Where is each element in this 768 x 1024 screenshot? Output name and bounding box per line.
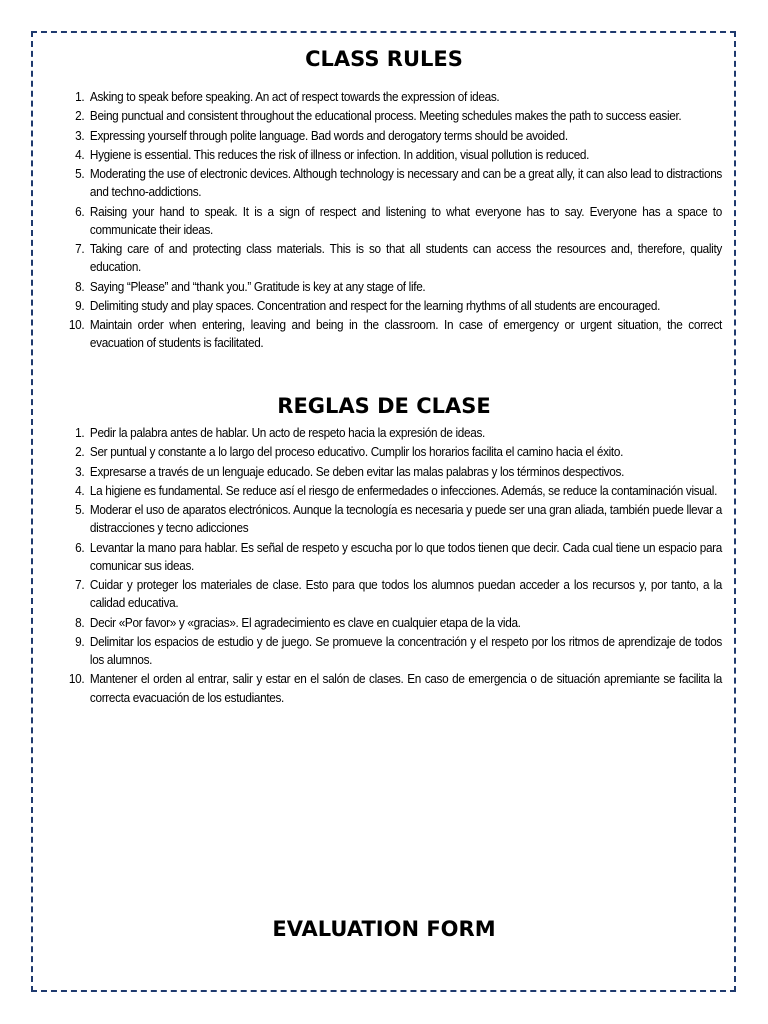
rule-text: Saying “Please” and “thank you.” Gratitude is key at any stage of life. <box>89 279 426 294</box>
rule-text: Hygiene is essential. This reduces the risk of illness or infection. In addition, visual pollution is reduced. <box>89 147 590 162</box>
rule-number: 7. <box>75 242 85 257</box>
rule-number: 9. <box>75 298 85 313</box>
reglas-de-clase-title: REGLAS DE CLASE <box>277 394 491 418</box>
rule-number: 6. <box>75 540 85 555</box>
rule-item <box>60 278 722 296</box>
rule-item <box>60 670 722 706</box>
rule-text: La higiene es fundamental. Se reduce así el riesgo de enfermedades o infecciones. Además, se reduce la contaminación visual. <box>89 483 718 498</box>
rule-item <box>60 501 722 537</box>
rule-text: Moderar el uso de aparatos electrónicos. Aunque la tecnología es necesaria y puede ser una gran aliada, también puede llevar a distracciones y tecno adicciones <box>89 503 722 536</box>
rule-text: Pedir la palabra antes de hablar. Un acto de respeto hacia la expresión de ideas. <box>89 426 485 440</box>
rule-number: 3. <box>75 464 85 479</box>
rule-item <box>60 539 722 575</box>
rule-number: 10. <box>68 672 85 687</box>
rule-text: Expresarse a través de un lenguaje educado. Se deben evitar las malas palabras y los términos despectivos. <box>89 464 625 479</box>
rule-item <box>60 203 722 239</box>
class-rules-list <box>60 88 722 354</box>
rule-text: Moderating the use of electronic devices. Although technology is necessary and can be a great ally, it can also lead to distractions and techno-addictions. <box>89 167 722 200</box>
rule-item <box>60 88 722 106</box>
rule-item <box>60 576 722 612</box>
rule-number: 3. <box>75 128 85 143</box>
rule-number: 2. <box>75 109 85 124</box>
rule-text: Ser puntual y constante a lo largo del proceso educativo. Cumplir los horarios facilita el camino hacia el éxito. <box>89 445 624 460</box>
rule-text: Expressing yourself through polite language. Bad words and derogatory terms should be avoided. <box>89 128 568 143</box>
rule-number: 4. <box>75 147 85 162</box>
rule-number: 5. <box>75 503 85 518</box>
rule-text: Maintain order when entering, leaving and being in the classroom. In case of emergency or urgent situation, the correct evacuation of students is facilitated. <box>89 318 722 351</box>
rule-number: 1. <box>75 426 85 440</box>
rule-number: 4. <box>75 483 85 498</box>
rule-number: 10. <box>68 318 85 333</box>
rule-number: 8. <box>75 279 85 294</box>
rule-item <box>60 424 722 442</box>
rule-number: 8. <box>75 615 85 630</box>
rule-number: 7. <box>75 578 85 593</box>
rule-text: Raising your hand to speak. It is a sign of respect and listening to what everyone has to say. Everyone has a space to communicate their ideas. <box>89 204 722 237</box>
rule-text: Taking care of and protecting class materials. This is so that all students can access the resources and, therefore, quality education. <box>89 242 722 275</box>
rule-item <box>60 482 722 500</box>
rule-text: Delimitar los espacios de estudio y de juego. Se promueve la concentración y el respeto por los ritmos de aprendizaje de todos los alumnos. <box>89 634 722 668</box>
rule-number: 9. <box>75 634 85 649</box>
rule-item <box>60 146 722 164</box>
rule-number: 1. <box>75 90 85 104</box>
class-rules-title: CLASS RULES <box>305 47 463 71</box>
rule-text: Asking to speak before speaking. An act of respect towards the expression of ideas. <box>89 90 500 104</box>
rule-item <box>60 463 722 481</box>
rule-text: Decir «Por favor» y «gracias». El agradecimiento es clave en cualquier etapa de la vida. <box>89 615 521 630</box>
rule-number: 5. <box>75 167 85 182</box>
rule-text: Being punctual and consistent throughout the educational process. Meeting schedules makes the path to success easier. <box>89 109 682 124</box>
rule-item <box>60 443 722 461</box>
evaluation-form-title: EVALUATION FORM <box>272 917 496 941</box>
rule-text: Levantar la mano para hablar. Es señal de respeto y escucha por lo que todos tienen que decir. Cada cual tiene un espacio para comunicar sus ideas. <box>89 540 722 573</box>
rule-item <box>60 107 722 125</box>
reglas-de-clase-list <box>60 424 722 708</box>
rule-number: 2. <box>75 445 85 460</box>
rule-text: Mantener el orden al entrar, salir y estar en el salón de clases. En caso de emergencia o de situación apremiante se facilita la correcta evacuación de los estudiantes. <box>89 672 722 705</box>
rule-number: 6. <box>75 204 85 219</box>
rule-item <box>60 127 722 145</box>
rule-item <box>60 614 722 632</box>
rule-item <box>60 633 722 669</box>
rule-item <box>60 297 722 315</box>
rule-text: Cuidar y proteger los materiales de clase. Esto para que todos los alumnos puedan acceder a los recursos y, por tanto, a la calidad educativa. <box>89 578 722 611</box>
rule-item <box>60 316 722 352</box>
rule-text: Delimiting study and play spaces. Concentration and respect for the learning rhythms of all students are encouraged. <box>89 298 661 313</box>
rule-item <box>60 165 722 201</box>
rule-item <box>60 240 722 276</box>
